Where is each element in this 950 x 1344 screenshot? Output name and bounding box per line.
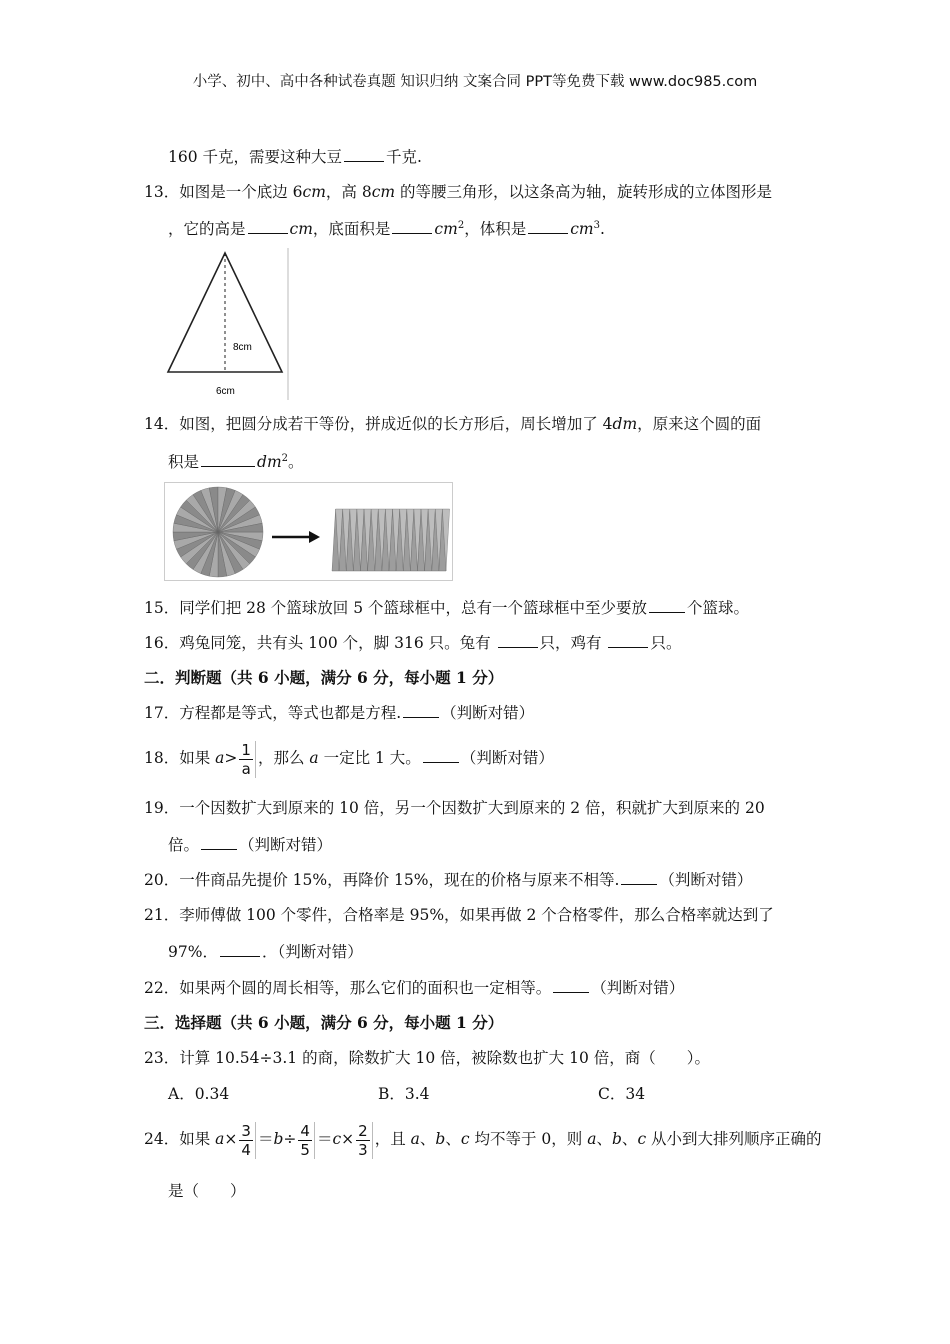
approx-rectangle (332, 509, 450, 571)
q22-text: 如果两个圆的周长相等，那么它们的面积也一定相等。 (179, 979, 552, 997)
arrow-right-icon (309, 531, 320, 543)
answer-blank[interactable] (403, 702, 439, 718)
denominator: 5 (300, 1140, 310, 1159)
q19-line2 (168, 834, 332, 856)
q18-text: 如果 (179, 749, 216, 767)
operator: ＝ (316, 1130, 333, 1148)
q12-text-a: 160 千克，需要这种大豆 (168, 148, 343, 166)
q12-text-b: 千克. (386, 148, 422, 166)
q12-tail (168, 146, 422, 168)
q24-line1 (144, 1117, 822, 1161)
q17 (144, 702, 534, 724)
variable: a (215, 749, 225, 767)
fraction (298, 1122, 315, 1159)
q18 (144, 738, 554, 778)
q24-text: 从小到大排列顺序正确的 (646, 1130, 822, 1148)
superscript: 2 (281, 452, 289, 464)
answer-blank[interactable] (553, 977, 589, 993)
operator: ÷ (283, 1130, 297, 1148)
q21-text: 97%． (168, 943, 218, 961)
q14-text: 如图，把圆分成若干等份，拼成近似的长方形后，周长增加了 4 (179, 415, 613, 433)
variable: b (611, 1130, 622, 1148)
question-number: 17． (144, 704, 180, 722)
section-2-title: 二．判断题（共 6 小题，满分 6 分，每小题 1 分） (144, 668, 504, 687)
numerator: 2 (358, 1121, 368, 1140)
q13-line1 (144, 181, 772, 203)
answer-blank[interactable] (528, 218, 568, 234)
answer-blank[interactable] (498, 632, 538, 648)
q24-text: 均不等于 0，则 (469, 1130, 588, 1148)
numerator: 4 (300, 1121, 310, 1140)
q24-text: 、 (621, 1130, 638, 1148)
fraction (239, 1122, 256, 1159)
question-number: 15． (144, 599, 180, 617)
circle-rectangle-figure (164, 482, 454, 582)
question-number: 14． (144, 415, 180, 433)
q14-text: 积是 (168, 453, 200, 471)
operator: × (341, 1130, 355, 1148)
q21-line1 (144, 904, 774, 926)
q18-text: ，那么 (257, 749, 310, 767)
q16-text: 只。 (650, 634, 682, 652)
unit: cm (302, 183, 326, 201)
numerator: 1 (241, 740, 251, 759)
question-number: 22． (144, 979, 180, 997)
q19-text: 倍。 (168, 836, 200, 854)
unit: cm (371, 183, 396, 201)
q14-text: 。 (288, 453, 304, 471)
option-c[interactable]: C．34 (598, 1085, 646, 1103)
isosceles-triangle (168, 253, 282, 372)
q20-text: （判断对错） (659, 871, 753, 889)
answer-blank[interactable] (201, 834, 237, 850)
q18-text: 一定比 1 大。 (318, 749, 421, 767)
q24-text: 、 (596, 1130, 612, 1148)
q13-text: ，底面积是 (312, 220, 391, 238)
section-3-title: 三．选择题（共 6 小题，满分 6 分，每小题 1 分） (144, 1013, 504, 1032)
q13-text: . (599, 220, 605, 238)
q21-line2 (168, 941, 363, 963)
question-number: 24． (144, 1130, 180, 1148)
variable: c (460, 1130, 470, 1148)
question-number: 20． (144, 871, 180, 889)
variable: b (273, 1130, 284, 1148)
denominator: 3 (358, 1140, 368, 1159)
numerator: 3 (241, 1121, 251, 1140)
q19-text: 一个因数扩大到原来的 10 倍，另一个因数扩大到原来的 2 倍，积就扩大到原来的 20 (179, 799, 765, 817)
q16-text: 鸡兔同笼，共有头 100 个，脚 316 只。兔有 (179, 634, 496, 652)
unit: cm (570, 220, 594, 238)
answer-blank[interactable] (220, 941, 260, 957)
q13-text: ，它的高是 (168, 220, 246, 238)
question-number: 18． (144, 749, 180, 767)
answer-blank[interactable] (344, 146, 384, 162)
operator: > (224, 749, 238, 767)
question-number: 19． (144, 799, 180, 817)
unit: dm (257, 453, 282, 471)
variable: a (410, 1130, 420, 1148)
option-a[interactable]: A．0.34 (168, 1085, 230, 1103)
q17-text: （判断对错） (441, 704, 535, 722)
fraction (239, 741, 256, 778)
answer-blank[interactable] (621, 869, 657, 885)
operator: × (224, 1130, 238, 1148)
q24-text: 、 (445, 1130, 461, 1148)
option-b[interactable]: B．3.4 (378, 1085, 430, 1103)
q14-line1 (144, 413, 761, 435)
base-label: 6cm (216, 386, 235, 397)
question-number: 13． (144, 183, 180, 201)
question-number: 16． (144, 634, 180, 652)
q13-text: ，高 8 (325, 183, 372, 201)
denominator: a (241, 759, 251, 778)
q15-text: 个篮球。 (687, 599, 750, 617)
q15 (144, 597, 749, 619)
q22 (144, 977, 684, 999)
variable: b (435, 1130, 446, 1148)
q19-line1 (144, 797, 765, 819)
unit: cm (289, 220, 313, 238)
q13-text: 的等腰三角形，以这条高为轴，旋转形成的立体图形是 (395, 183, 773, 201)
superscript: 3 (593, 219, 600, 231)
question-number: 23． (144, 1049, 180, 1067)
q20 (144, 869, 752, 891)
question-number: 21． (144, 906, 180, 924)
divided-circle (173, 487, 263, 577)
q23 (144, 1047, 710, 1069)
height-label: 8cm (233, 342, 252, 353)
q13-line2 (168, 218, 605, 240)
q22-text: （判断对错） (591, 979, 685, 997)
q13-text: 如图是一个底边 6 (179, 183, 303, 201)
variable: c (637, 1130, 647, 1148)
fraction (356, 1122, 373, 1159)
variable: a (215, 1130, 225, 1148)
superscript: 2 (457, 219, 465, 231)
answer-blank[interactable] (649, 597, 685, 613)
q24-text: 如果 (179, 1130, 216, 1148)
answer-blank[interactable] (392, 218, 432, 234)
variable: a (587, 1130, 597, 1148)
q20-text: 一件商品先提价 15%，再降价 15%，现在的价格与原来不相等. (179, 871, 620, 889)
answer-blank[interactable] (201, 451, 255, 467)
denominator: 4 (241, 1140, 251, 1159)
variable: c (332, 1130, 342, 1148)
q14-text: ，原来这个圆的面 (637, 415, 762, 433)
triangle-figure (160, 248, 292, 400)
variable: a (309, 749, 319, 767)
q24-text: ，且 (374, 1130, 411, 1148)
answer-blank[interactable] (423, 747, 459, 763)
q23-text: 计算 10.54÷3.1 的商，除数扩大 10 倍，被除数也扩大 10 倍，商（ ）。 (179, 1049, 711, 1067)
answer-blank[interactable] (608, 632, 648, 648)
q16 (144, 632, 682, 654)
unit: dm (612, 415, 638, 433)
q17-text: 方程都是等式，等式也都是方程. (179, 704, 402, 722)
q16-text: 只，鸡有 (539, 634, 607, 652)
unit: cm (434, 220, 458, 238)
q13-text: ，体积是 (464, 220, 527, 238)
q24-line2: 是（ ） (168, 1182, 246, 1200)
q15-text: 同学们把 28 个篮球放回 5 个篮球框中，总有一个篮球框中至少要放 (179, 599, 648, 617)
q14-line2 (168, 451, 304, 473)
q19-text: （判断对错） (239, 836, 333, 854)
q21-text: ．（判断对错） (261, 943, 363, 961)
q24-text: 、 (419, 1130, 436, 1148)
page-header: 小学、初中、高中各种试卷真题 知识归纳 文案合同 PPT等免费下载 www.doc985.com (192, 74, 758, 90)
answer-blank[interactable] (248, 218, 288, 234)
q18-text: （判断对错） (460, 749, 554, 767)
q21-text: 李师傅做 100 个零件，合格率是 95%，如果再做 2 个合格零件，那么合格率就达到了 (179, 906, 774, 924)
operator: ＝ (257, 1130, 274, 1148)
